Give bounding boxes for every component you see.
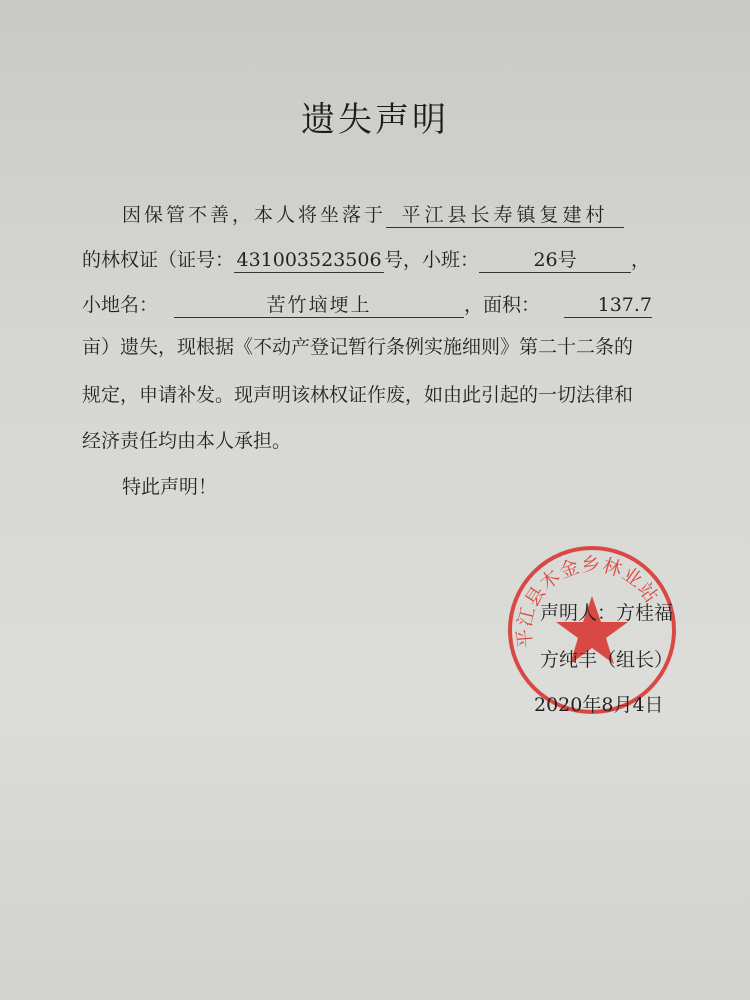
- body-line-5: 规定，申请补发。现声明该林权证作废，如由此引起的一切法律和: [82, 384, 634, 406]
- area-field: 137.7: [564, 293, 652, 318]
- seal-text: 平江县木金乡林业站: [513, 553, 663, 649]
- certificate-number-field: 431003523506: [234, 248, 384, 273]
- document-title: 遗失声明: [301, 100, 449, 140]
- subplot-field: 26号: [479, 248, 631, 273]
- body-text: 号，小班：: [384, 249, 480, 271]
- body-text: 的林权证（证号：: [82, 249, 235, 271]
- location-field: 平江县长寿镇复建村: [386, 203, 624, 228]
- closing-line: 特此声明！: [122, 476, 218, 498]
- body-line-3: [82, 290, 652, 318]
- declarant-signature: 声明人：方桂福: [540, 602, 674, 624]
- body-text: ，面积：: [464, 294, 541, 316]
- body-text: 因保管不善，本人将坐落于: [122, 204, 387, 226]
- second-signature: 方纯丰（组长）: [540, 649, 674, 671]
- body-text: ，: [631, 249, 651, 271]
- declaration-date: 2020年8月4日: [534, 694, 664, 716]
- body-line-4: 亩）遗失，现根据《不动产登记暂行条例实施细则》第二十二条的: [82, 336, 634, 358]
- body-line-2: [82, 245, 650, 273]
- body-line-1: [122, 200, 624, 228]
- body-line-6: 经济责任均由本人承担。: [82, 430, 292, 452]
- place-name-field: 苦竹垴埂上: [174, 293, 464, 318]
- body-text: 小地名：: [82, 294, 159, 316]
